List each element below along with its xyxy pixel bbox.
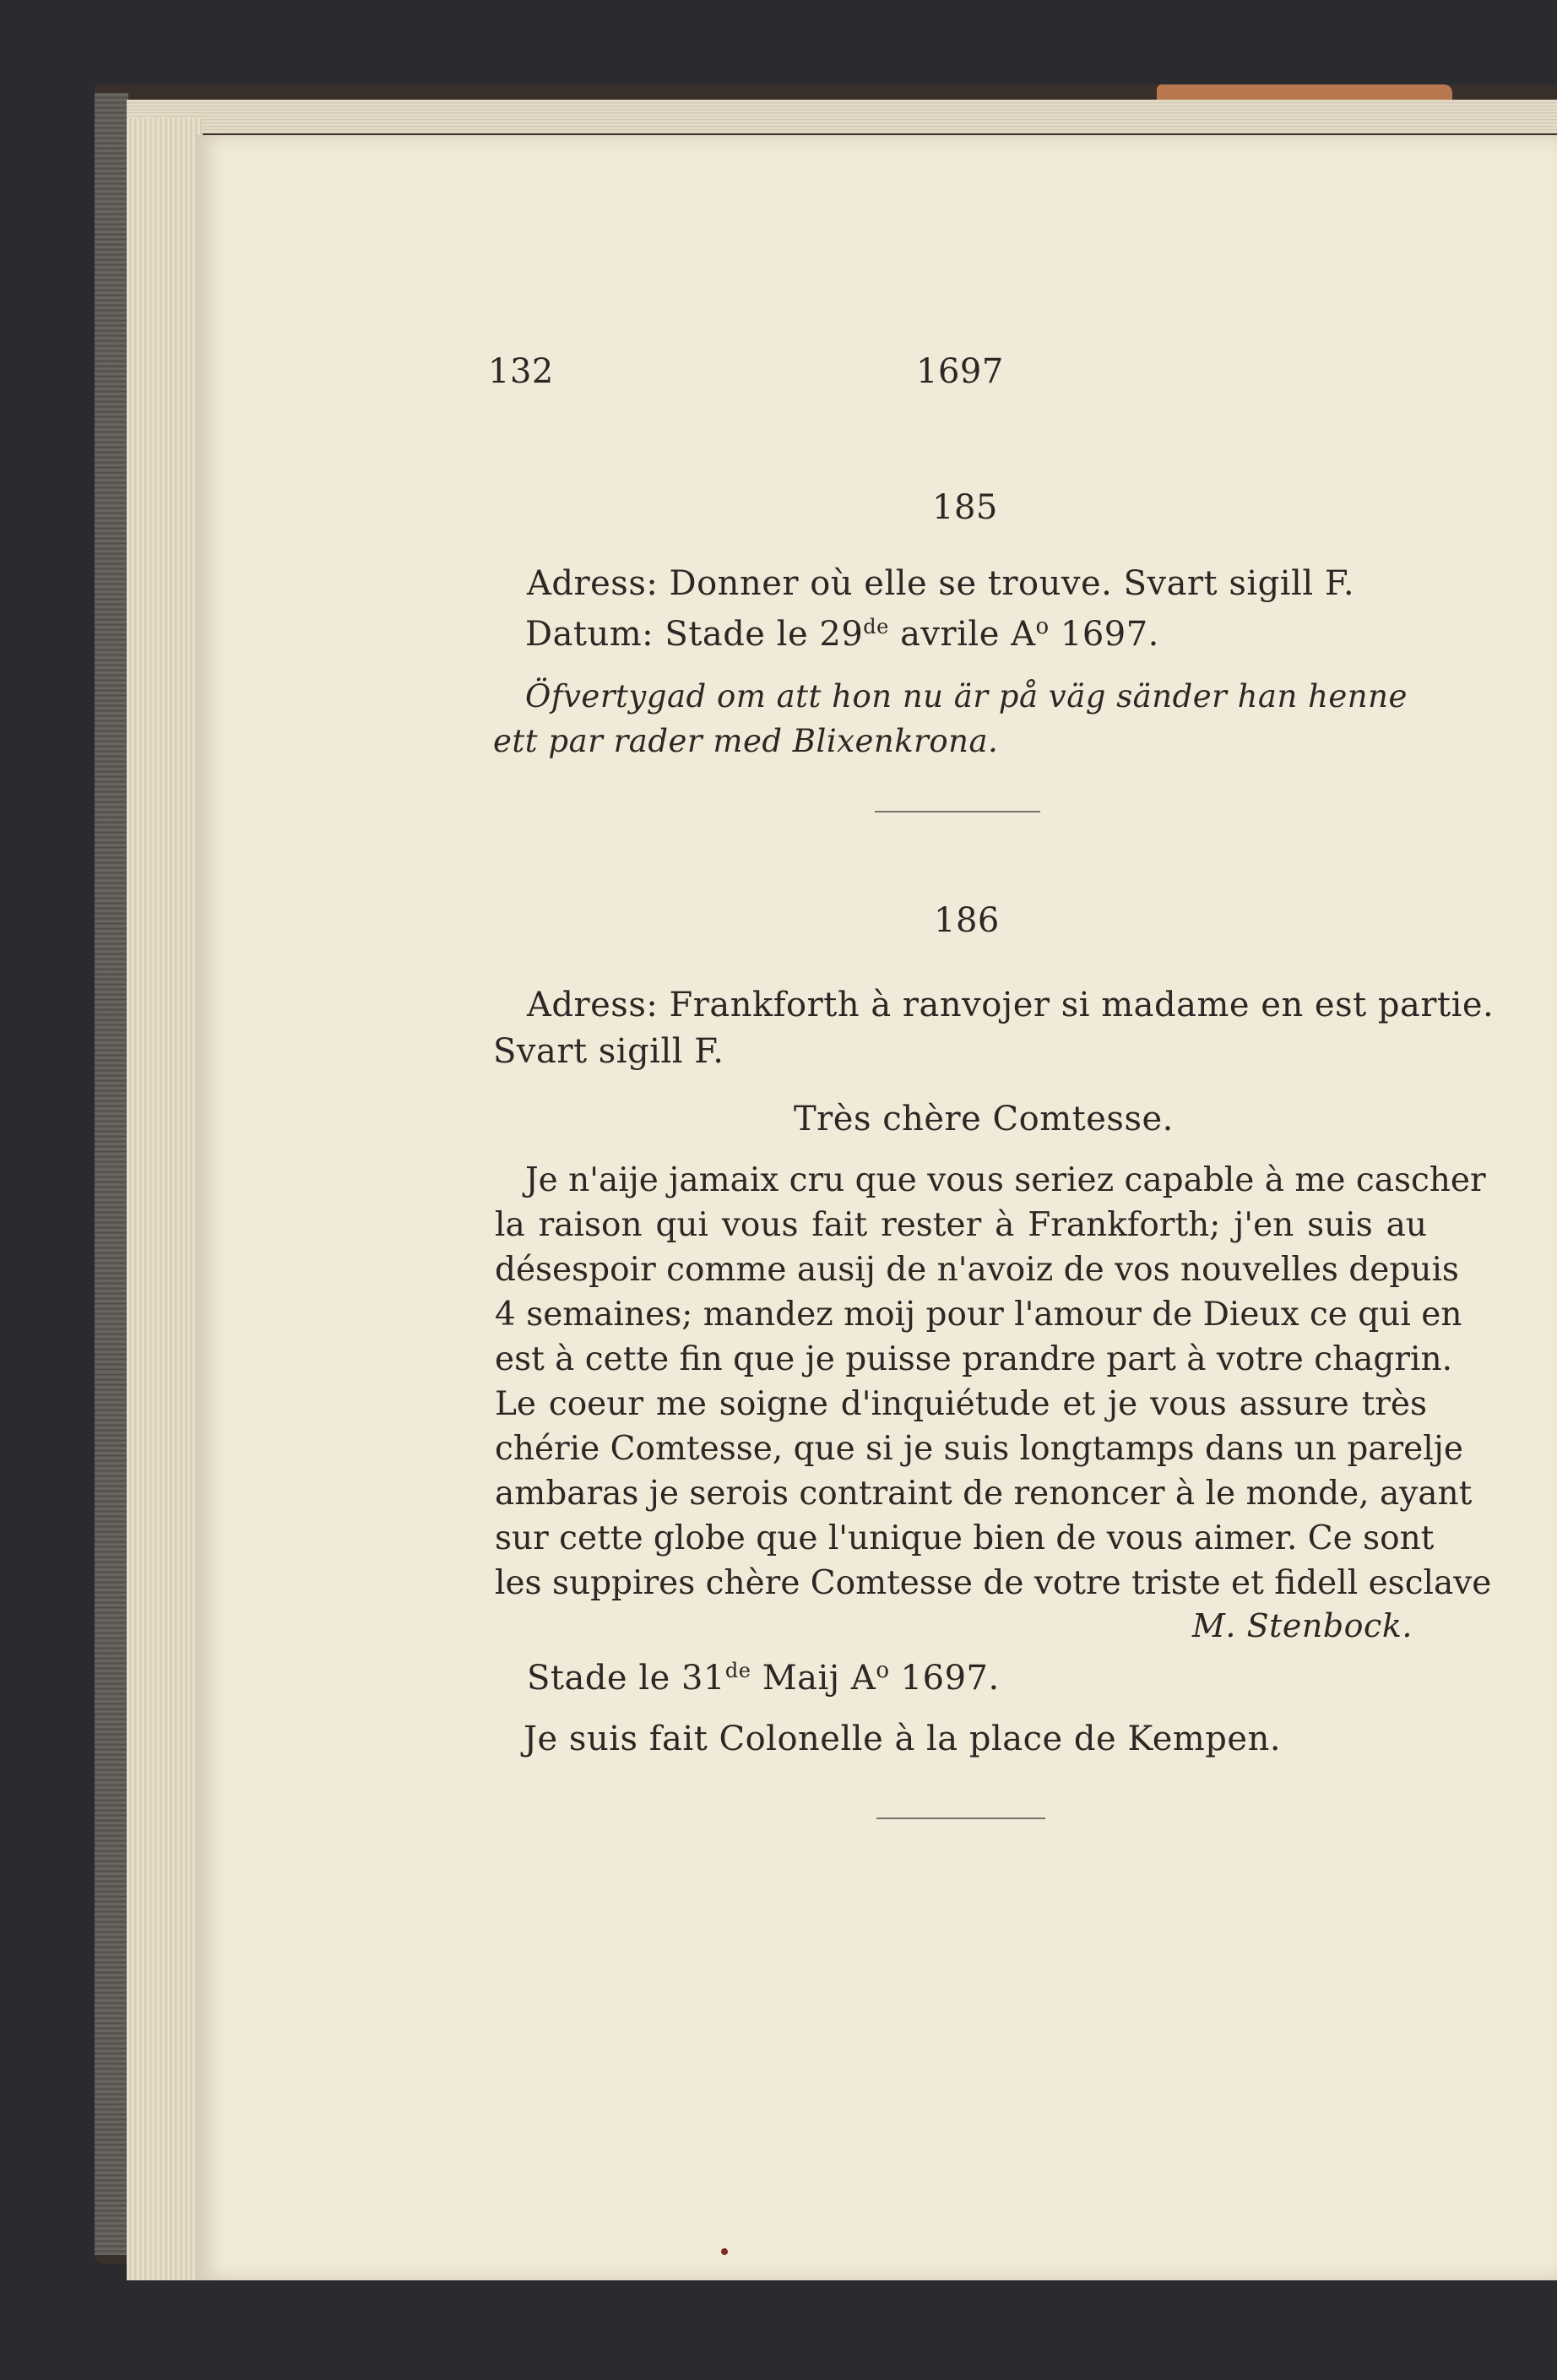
date-year: 1697. xyxy=(889,1659,1000,1698)
date-superscript: de xyxy=(863,615,889,638)
page-number: 132 xyxy=(488,352,554,391)
running-header-year: 1697 xyxy=(916,352,1004,391)
date-suffix: Maij A xyxy=(751,1659,876,1698)
letter-number: 185 xyxy=(932,488,998,527)
page-stack-edge xyxy=(127,118,203,2280)
letter-body-line: la raison qui vous fait rester à Frankforth; j'en suis au xyxy=(495,1206,1427,1244)
letter-number: 186 xyxy=(934,901,1000,940)
letter-body-line: sur cette globe que l'unique bien de vous aimer. Ce sont xyxy=(495,1519,1435,1557)
letter-body-line: les suppires chère Comtesse de votre triste et fidell esclave xyxy=(495,1564,1492,1602)
date-degree: o xyxy=(876,1658,890,1683)
letter-note: ett par rader med Blixenkrona. xyxy=(493,723,999,759)
letter-body-line: 4 semaines; mandez moij pour l'amour de Dieux ce qui en xyxy=(495,1296,1462,1334)
letter-date xyxy=(525,613,1159,655)
section-divider xyxy=(876,1818,1045,1819)
date-superscript: de xyxy=(724,1659,751,1682)
letter-body-line: Je n'aije jamaix cru que vous seriez capable à me cascher xyxy=(525,1161,1486,1199)
letter-address: Adress: Frankforth à ranvojer si madame en est partie. xyxy=(527,986,1495,1024)
letter-note: Öfvertygad om att hon nu är på väg sänder han henne xyxy=(525,678,1408,715)
date-prefix: Datum: Stade le 29 xyxy=(525,615,864,654)
book-spine xyxy=(95,93,128,2255)
letter-address: Adress: Donner où elle se trouve. Svart sigill F. xyxy=(527,564,1355,603)
letter-postscript: Je suis fait Colonelle à la place de Kempen. xyxy=(524,1720,1282,1758)
letter-date xyxy=(527,1657,1000,1699)
letter-body-line: est à cette fin que je puisse prandre part à votre chagrin. xyxy=(495,1340,1453,1378)
date-year: 1697. xyxy=(1049,615,1159,654)
section-divider xyxy=(875,811,1040,812)
page-mark xyxy=(721,2248,728,2255)
letter-address: Svart sigill F. xyxy=(493,1032,724,1071)
letter-body-line: ambaras je serois contraint de renoncer à le monde, ayant xyxy=(495,1475,1473,1513)
date-suffix: avrile A xyxy=(888,615,1036,654)
date-degree: o xyxy=(1035,614,1050,639)
letter-body-line: désespoir comme ausij de n'avoiz de vos nouvelles depuis xyxy=(495,1251,1459,1289)
letter-body-line: chérie Comtesse, que si je suis longtamps dans un parelje xyxy=(495,1430,1463,1468)
page-top-edge xyxy=(127,100,1557,133)
date-prefix: Stade le 31 xyxy=(527,1659,725,1698)
letter-salutation: Très chère Comtesse. xyxy=(794,1100,1174,1138)
letter-signature: M. Stenbock. xyxy=(1192,1607,1413,1644)
letter-body-line: Le coeur me soigne d'inquiétude et je vous assure très xyxy=(495,1385,1427,1423)
